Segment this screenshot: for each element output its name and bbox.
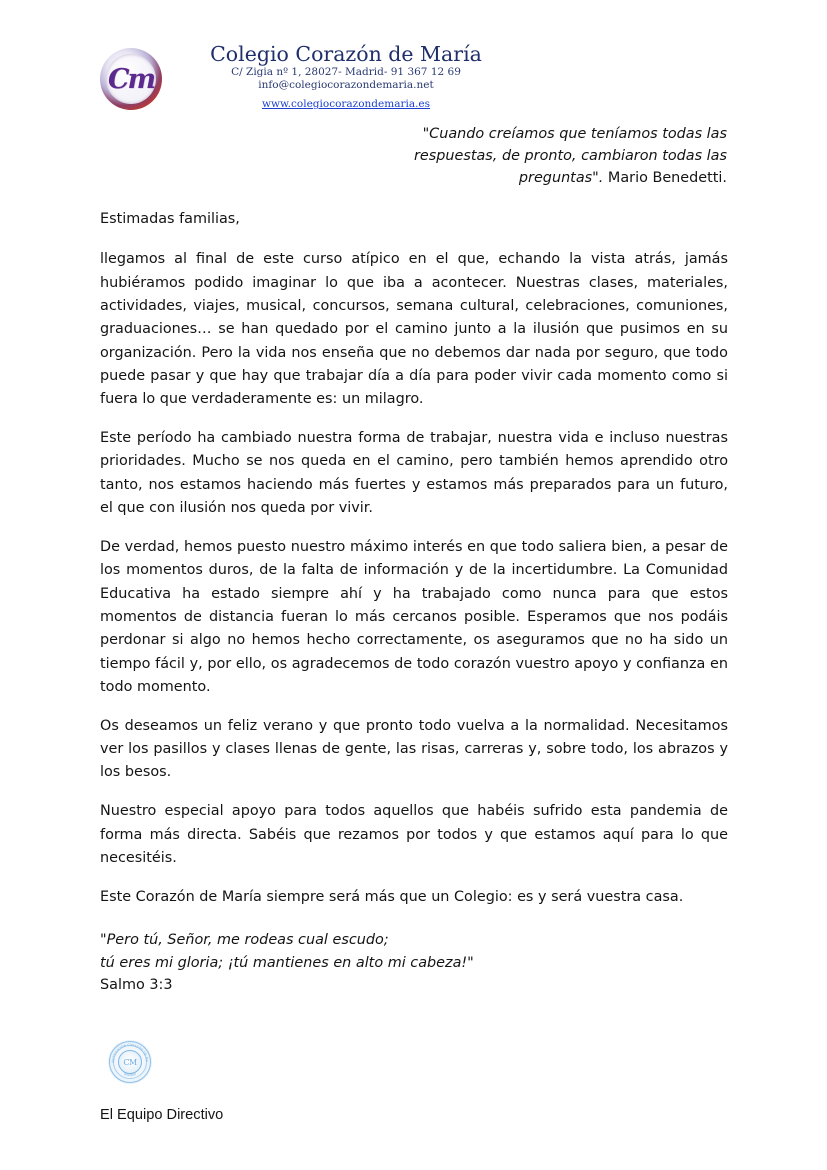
psalm-line-2: tú eres mi gloria; ¡tú mantienes en alto mi cabeza!" <box>100 954 474 971</box>
epigraph-quote <box>390 124 727 190</box>
school-crest-icon <box>100 48 162 110</box>
salutation: Estimadas familias, <box>100 211 240 227</box>
paragraph-1: llegamos al final de este curso atípico en el que, echando la vista atrás, jamás hubiéramos podido imaginar lo que iba a acontecer. Nuestras clases, materiales, actividades, viajes, musical, concursos, semana cultural, celebraciones, comuniones, graduaciones… se han quedado por el camino junto a la ilusión que pusimos en su organización. Pero la vida nos enseña que no debemos dar nada por seguro, que todo puede pasar y que hay que trabajar día a día para poder vivir cada momento como si fuera lo que verdaderamente es: un milagro. <box>100 251 728 408</box>
seal-center-emblem: CM <box>123 1057 137 1067</box>
seal-arc-bottom-text: MADRID <box>123 1071 137 1078</box>
paragraph-4: Os deseamos un feliz verano y que pronto todo vuelva a la normalidad. Necesitamos ver los pasillos y clases llenas de gente, las risas, carreras y, sobre todo, los abrazos y los besos. <box>100 717 728 781</box>
signature: El Equipo Directivo <box>100 1107 224 1123</box>
letter-body <box>100 208 728 997</box>
school-email: info@colegiocorazondemaria.net <box>258 78 434 91</box>
epigraph-quote-text: "Cuando creíamos que teníamos todas las respuestas, de pronto, cambiaron todas las preguntas". <box>413 126 727 186</box>
paragraph-2: Este período ha cambiado nuestra forma de trabajar, nuestra vida e incluso nuestras prioridades. Mucho se nos queda en el camino, pero también hemos aprendido otro tanto, nos estamos haciendo más fuertes y estamos más preparados para un futuro, el que con ilusión nos queda por vivir. <box>100 430 728 517</box>
school-website-link[interactable]: www.colegiocorazondemaria.es <box>261 98 431 111</box>
school-name: Colegio Corazón de María <box>210 42 482 66</box>
letterhead <box>100 44 520 112</box>
paragraph-3: De verdad, hemos puesto nuestro máximo interés en que todo saliera bien, a pesar de los momentos duros, de la falta de información y de la incertidumbre. La Comunidad Educativa ha estado siempre ahí y ha trabajado como nunca para que estos momentos de distancia fueran lo más cercanos posible. Esperamos que nos podáis perdonar si algo no hemos hecho correctamente, os aseguramos que no ha sido un tiempo fácil y, por ello, os agradecemos de todo corazón vuestro apoyo y confianza en todo momento. <box>100 538 728 695</box>
paragraph-6: Este Corazón de María siempre será más que un Colegio: es y será vuestra casa. <box>100 888 684 905</box>
congregation-seal-icon <box>108 1040 152 1084</box>
psalm-reference: Salmo 3:3 <box>100 977 173 994</box>
paragraph-5: Nuestro especial apoyo para todos aquellos que habéis sufrido esta pandemia de forma más directa. Sabéis que rezamos por todos y que estamos aquí para lo que necesitéis. <box>100 803 728 866</box>
letter-footer <box>100 1040 728 1125</box>
svg-text:MADRID <box>123 1072 137 1078</box>
seal-arc-top-text: NGREGACIÓN CORAZÓN DE MA <box>111 1043 149 1063</box>
school-address: C/ Zigia nº 1, 28027- Madrid- 91 367 12 69 <box>231 65 461 78</box>
epigraph-author: Mario Benedetti. <box>603 169 727 186</box>
psalm-line-1: "Pero tú, Señor, me rodeas cual escudo; <box>100 932 389 949</box>
letterhead-text-block <box>172 44 520 112</box>
crest-monogram: Cm <box>107 63 155 95</box>
psalm-quote <box>100 929 728 997</box>
